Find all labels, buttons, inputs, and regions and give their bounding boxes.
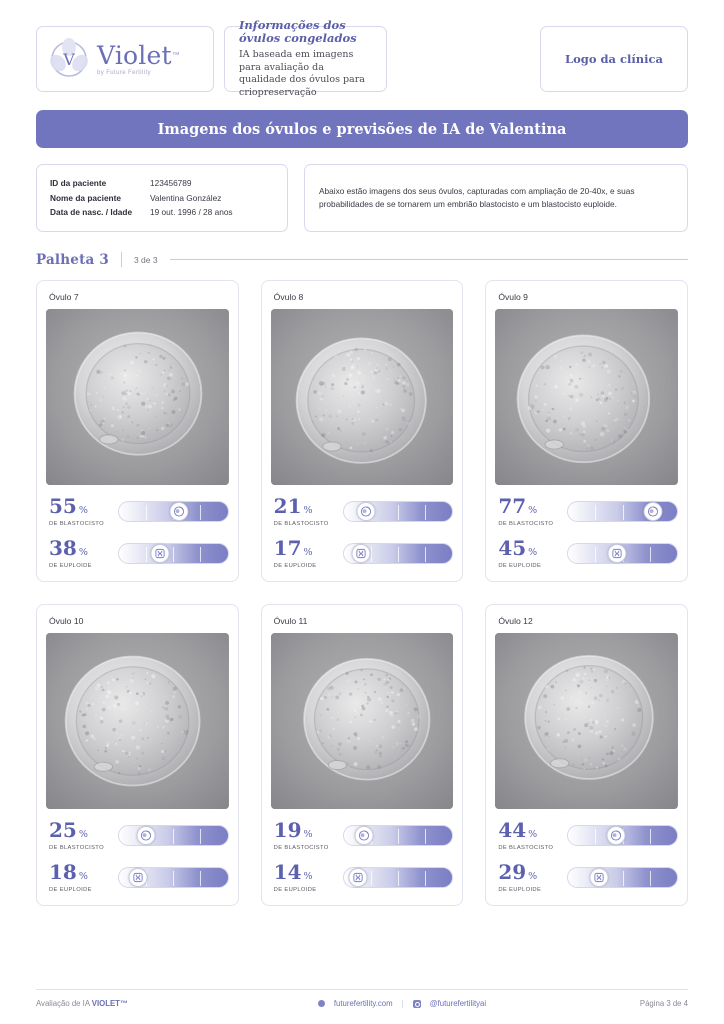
patient-dob-label: Data de nasc. / Idade [50,207,133,218]
patient-name-value: Valentina González [150,192,222,203]
percent-sign: % [78,546,88,558]
page-title-bar [36,110,688,148]
section-divider [121,252,122,267]
euploid-label: DE EUPLOIDE [273,886,317,893]
oocyte-card-title: Óvulo 8 [273,291,304,302]
blastocyst-value-block [49,493,111,527]
blastocyst-value: 21 [273,493,302,518]
oocyte-image [495,309,678,485]
bar-tick [173,871,174,886]
percent-sign: % [303,828,313,840]
clinic-logo-label: Logo da clínica [565,52,663,66]
euploid-icon [594,872,605,883]
patient-summary-row [36,164,688,232]
footer-attribution [36,999,236,1008]
euploid-gauge [343,867,454,888]
euploid-gauge [118,867,229,888]
bar-tick [146,547,147,562]
euploid-metric [495,535,678,569]
euploid-label: DE EUPLOIDE [498,562,542,569]
euploid-gauge-knob [352,544,371,563]
oocyte-card [485,604,688,906]
footer-brand: VIOLET™ [91,999,128,1008]
bar-tick [595,547,596,562]
blastocyst-gauge-knob [354,826,373,845]
euploid-value-block [49,535,111,569]
bar-tick [623,505,624,520]
bar-tick [650,871,651,886]
bar-tick [425,505,426,520]
patient-details-box [36,164,288,232]
section-header [36,252,688,268]
percent-sign: % [528,828,538,840]
percent-sign: % [303,504,313,516]
page-title: Imagens dos óvulos e previsões de IA de Valentina [157,120,567,138]
percent-sign: % [78,828,88,840]
bar-tick [371,871,372,886]
blastocyst-value: 77 [498,493,527,518]
oocyte-card-title: Óvulo 12 [498,615,533,626]
blastocyst-gauge [343,825,454,846]
bar-tick [200,505,201,520]
bar-tick [398,547,399,562]
blastocyst-value-block [49,817,111,851]
euploid-icon [356,548,367,559]
blastocyst-value-block [498,493,560,527]
euploid-metric [46,859,229,893]
clinic-logo-placeholder [540,26,688,92]
euploid-metric [46,535,229,569]
percent-sign: % [528,504,538,516]
percent-sign: % [528,546,538,558]
page-header [36,17,688,98]
euploid-icon [132,872,143,883]
euploid-gauge-knob [608,544,627,563]
blastocyst-gauge [118,825,229,846]
blastocyst-gauge-knob [136,826,155,845]
footer-contacts [236,999,568,1008]
euploid-gauge [567,543,678,564]
bar-tick [146,505,147,520]
euploid-metric [271,859,454,893]
bar-tick [200,829,201,844]
bar-tick [425,829,426,844]
blastocyst-value: 55 [49,493,77,518]
oocyte-card-title: Óvulo 10 [49,615,84,626]
percent-sign: % [303,870,313,882]
bar-tick [398,871,399,886]
euploid-gauge [567,867,678,888]
bar-tick [398,505,399,520]
blastocyst-icon [173,506,184,517]
patient-id-label: ID da paciente [50,178,107,188]
logo-subtitle: by Future Fertility [97,69,151,76]
blastocyst-value: 44 [498,817,527,842]
footer-instagram[interactable]: @futurefertilityai [429,999,487,1008]
footer-website[interactable]: futurefertility.com [333,999,393,1008]
blastocyst-value: 25 [49,817,77,842]
blastocyst-metric [271,817,454,851]
blastocyst-icon [360,506,371,517]
oocyte-image [271,309,454,485]
euploid-value-block [498,859,560,893]
bar-tick [650,547,651,562]
patient-name-label: Nome da paciente [50,192,122,203]
euploid-icon [612,548,623,559]
euploid-gauge-track [118,543,229,564]
instagram-icon [413,1000,421,1008]
blastocyst-gauge-knob [169,502,188,521]
patient-dob-value: 19 out. 1996 / 28 anos [150,207,233,218]
blastocyst-gauge-knob [607,826,626,845]
blastocyst-gauge-knob [356,502,375,521]
euploid-gauge-track [567,867,678,888]
violet-wordmark [97,40,180,76]
oocyte-image [46,309,229,485]
blastocyst-icon [140,830,151,841]
euploid-value: 38 [49,535,77,560]
logo-word: Violet [97,40,172,70]
euploid-label: DE EUPLOIDE [498,886,542,893]
blastocyst-label: DE BLASTOCISTO [273,844,329,851]
euploid-value: 45 [498,535,527,560]
oocyte-image [46,633,229,809]
euploid-value: 17 [273,535,302,560]
violet-logo-box [36,26,214,92]
violet-flower-icon [47,37,91,81]
blastocyst-icon [358,830,369,841]
blastocyst-gauge-track [118,825,229,846]
blastocyst-metric [495,493,678,527]
blastocyst-label: DE BLASTOCISTO [498,520,554,527]
percent-sign: % [303,546,313,558]
report-info-subtitle: IA baseada em imagens para avaliação da qualidade dos óvulos para criopreservação [239,49,365,98]
blastocyst-gauge [118,501,229,522]
oocyte-card-grid [36,280,688,906]
oocyte-card [36,280,239,582]
blastocyst-value-block [273,817,336,851]
patient-detail-row [50,205,274,220]
blastocyst-label: DE BLASTOCISTO [498,844,554,851]
euploid-value-block [498,535,560,569]
explanation-note-box [304,164,688,232]
euploid-value-block [273,535,336,569]
globe-icon [318,1000,325,1007]
explanation-note-text: Abaixo estão imagens dos seus óvulos, capturadas com ampliação de 20-40x, e suas probabilidades de se tornarem um embrião blastocisto e um blastocisto euploide. [319,185,635,209]
report-info-title: Informações dos óvulos congelados [239,17,357,46]
euploid-label: DE EUPLOIDE [273,562,317,569]
blastocyst-value: 19 [273,817,302,842]
report-info-box [224,17,387,98]
blastocyst-gauge-knob [643,502,662,521]
euploid-gauge [343,543,454,564]
patient-detail-row [50,191,274,206]
bar-tick [200,547,201,562]
euploid-gauge-knob [349,868,368,887]
euploid-value: 29 [498,859,527,884]
bar-tick [425,871,426,886]
euploid-gauge-knob [590,868,609,887]
bar-tick [371,547,372,562]
bar-tick [595,505,596,520]
euploid-gauge-knob [151,544,170,563]
svg-text:V: V [63,50,75,69]
patient-detail-row [50,176,274,191]
blastocyst-metric [495,817,678,851]
logo-trademark: ™ [171,50,180,60]
percent-sign: % [528,870,538,882]
euploid-metric [495,859,678,893]
blastocyst-metric [271,493,454,527]
bar-tick [398,829,399,844]
blastocyst-label: DE BLASTOCISTO [49,844,104,851]
euploid-value: 18 [49,859,77,884]
percent-sign: % [78,504,88,516]
blastocyst-label: DE BLASTOCISTO [273,520,329,527]
oocyte-card [36,604,239,906]
oocyte-card-title: Óvulo 9 [498,291,528,302]
patient-id-value: 123456789 [150,178,192,188]
euploid-gauge [118,543,229,564]
blastocyst-metric [46,493,229,527]
section-rule [170,259,688,260]
euploid-value-block [273,859,336,893]
percent-sign: % [78,870,88,882]
blastocyst-gauge [567,501,678,522]
bar-tick [623,871,624,886]
bar-tick [173,829,174,844]
blastocyst-label: DE BLASTOCISTO [49,520,104,527]
blastocyst-value-block [273,493,336,527]
euploid-label: DE EUPLOIDE [49,562,92,569]
oocyte-card [261,604,464,906]
blastocyst-icon [647,506,658,517]
oocyte-card-title: Óvulo 7 [49,291,79,302]
oocyte-image [271,633,454,809]
euploid-label: DE EUPLOIDE [49,886,92,893]
euploid-value: 14 [273,859,302,884]
blastocyst-gauge [567,825,678,846]
euploid-icon [353,872,364,883]
oocyte-card [261,280,464,582]
oocyte-card [485,280,688,582]
bar-tick [650,829,651,844]
footer-separator: | [401,999,404,1008]
section-count: 3 de 3 [133,254,158,265]
oocyte-card-title: Óvulo 11 [273,615,308,626]
section-title: Palheta 3 [36,251,109,268]
blastocyst-icon [611,830,622,841]
euploid-icon [155,548,166,559]
bar-tick [200,871,201,886]
blastocyst-metric [46,817,229,851]
euploid-metric [271,535,454,569]
footer-attribution-prefix: Avaliação de IA [36,999,92,1008]
blastocyst-gauge [343,501,454,522]
bar-tick [173,547,174,562]
bar-tick [425,547,426,562]
oocyte-image [495,633,678,809]
bar-tick [595,829,596,844]
footer-page-number: Página 3 de 4 [639,999,688,1008]
header-spacer [397,26,530,92]
euploid-gauge-knob [128,868,147,887]
euploid-value-block [49,859,111,893]
page-footer [36,989,688,1008]
blastocyst-value-block [498,817,560,851]
